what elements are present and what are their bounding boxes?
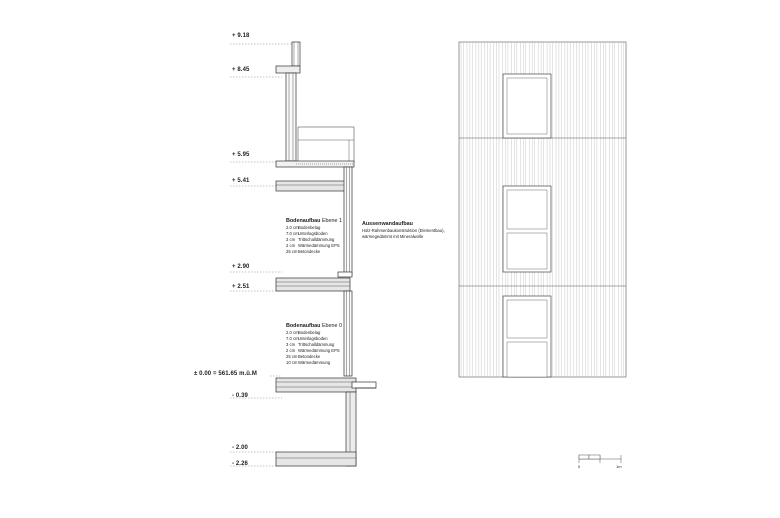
facade-wall-lower: [344, 291, 352, 376]
slab-level-2: [276, 181, 350, 191]
plinth: [352, 382, 376, 388]
parapet: [292, 42, 300, 66]
scale-bar: [579, 455, 621, 463]
window-sill-upper: [338, 272, 352, 277]
level-label: + 2.51: [232, 284, 250, 290]
level-label: - 2.00: [232, 445, 248, 451]
facade-elevation: [459, 42, 626, 377]
slab-level-1: [276, 278, 350, 291]
level-lines: [230, 44, 292, 466]
level-label: ± 0.00 = 561.65 m.ü.M: [194, 371, 257, 377]
level-label: + 5.95: [232, 152, 250, 158]
facade-wall-upper: [344, 167, 352, 275]
level-label: + 9.18: [232, 33, 250, 39]
wall-buildup: Aussenwandaufbau Holz-Rahmenbaukonstruktion (Elementbau), wärmegedämmt mit Mineralwolle: [362, 221, 445, 239]
level-label: + 8.45: [232, 67, 250, 73]
roof-slab: [276, 66, 300, 73]
terrace-railing: [298, 127, 354, 162]
basement-floor: [276, 452, 356, 466]
scale-start-label: 0: [578, 464, 581, 469]
floor-buildup-level-0: Bodenaufbau Ebene 0 2.0 cmBodenbelag 7.0 cmUnterlagsboden 3 cm Trittschalldämmung 2 cm Wärmedämmung EPS 25 cmBetondecke 10 cmWärmedämmung: [286, 323, 343, 365]
ground-slab: [276, 378, 356, 392]
level-label: - 0.39: [232, 393, 248, 399]
level-label: - 2.26: [232, 461, 248, 467]
upper-wall: [286, 73, 296, 161]
floor-buildup-level-1: Bodenaufbau Ebene 1 2.0 cmBodenbelag 7.0 cmUnterlagsboden 3 cm Trittschalldämmung 2 cm Wärmedämmung EPS 25 cmBetondecke: [286, 218, 343, 254]
scale-end-label: 1m: [616, 464, 622, 469]
level-label: + 2.90: [232, 264, 250, 270]
level-label: + 5.41: [232, 178, 250, 184]
